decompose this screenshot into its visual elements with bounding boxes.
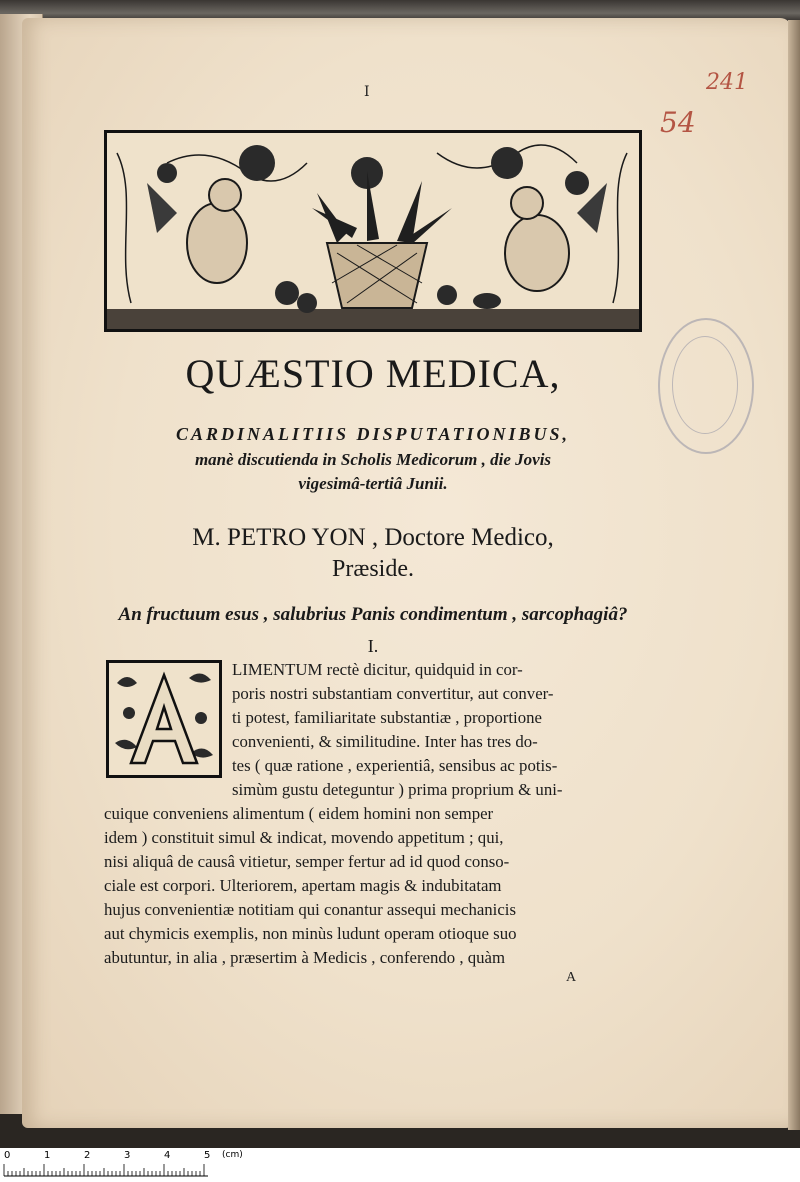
ruler-label: 4: [164, 1150, 171, 1161]
body-line: tes ( quæ ratione , experientiâ, sensibus ac potis-: [232, 756, 558, 775]
body-line: ciale est corpori. Ulteriorem, apertam magis & indubitatam: [104, 876, 502, 895]
body-line: aut chymicis exemplis, non minùs ludunt operam otioque suo: [104, 924, 517, 943]
headpiece-woodcut-icon: [104, 130, 642, 332]
praeses-line-2: Præside.: [331, 556, 414, 582]
ruler-label: 0: [4, 1150, 11, 1161]
body-line: hujus convenientiæ notitiam qui conantur assequi mechanicis: [104, 900, 516, 919]
manuscript-number-2: 54: [660, 106, 696, 139]
ruler-label: 1: [44, 1150, 51, 1161]
ruler-label: 5: [204, 1150, 211, 1161]
body-line: ti potest, familiaritate substantiæ , proportione: [232, 708, 542, 727]
body-line: abutuntur, in alia , præsertim à Medicis , conferendo , quàm: [104, 948, 506, 967]
section-number: I.: [367, 636, 379, 656]
catchword: A: [566, 970, 577, 985]
library-stamp-icon: [658, 318, 754, 454]
body-line: cuique conveniens alimentum ( eidem homini non semper: [104, 804, 494, 823]
body-line: simùm gustu deteguntur ) prima proprium & uni-: [232, 780, 563, 799]
ruler-unit: (cm): [222, 1150, 243, 1160]
subtitle-line-1: CARDINALITIIS DISPUTATIONIBUS,: [175, 424, 571, 444]
subtitle-line-3: vigesimâ-tertiâ Junii.: [298, 474, 448, 493]
ruler-label: 2: [84, 1150, 91, 1161]
subtitle-line-2: manè discutienda in Scholis Medicorum , die Jovis: [194, 450, 552, 469]
body-line: poris nostri substantiam convertitur, aut conver-: [232, 684, 554, 703]
ruler-ticks: [0, 1162, 220, 1178]
manuscript-number-1: 241: [706, 70, 748, 95]
praeses-line-1: M. PETRO YON , Doctore Medico,: [192, 524, 554, 551]
decorated-initial-icon: [106, 660, 222, 778]
scale-ruler: [0, 1148, 800, 1182]
page-title: QUÆSTIO MEDICA,: [185, 351, 561, 396]
body-line: nisi aliquâ de causâ vitietur, semper fertur ad id quod conso-: [104, 852, 510, 871]
body-line: convenienti, & similitudine. Inter has tres do-: [232, 732, 538, 751]
body-line: LIMENTUM rectè dicitur, quidquid in cor-: [232, 660, 523, 679]
ruler-label: 3: [124, 1150, 131, 1161]
page-number: I: [364, 84, 370, 100]
body-line: idem ) constituit simul & indicat, movendo appetitum ; qui,: [104, 828, 504, 847]
book-right-edge: [788, 20, 800, 1130]
thesis-question: An fructuum esus , salubrius Panis condimentum , sarcophagiâ?: [118, 604, 628, 625]
